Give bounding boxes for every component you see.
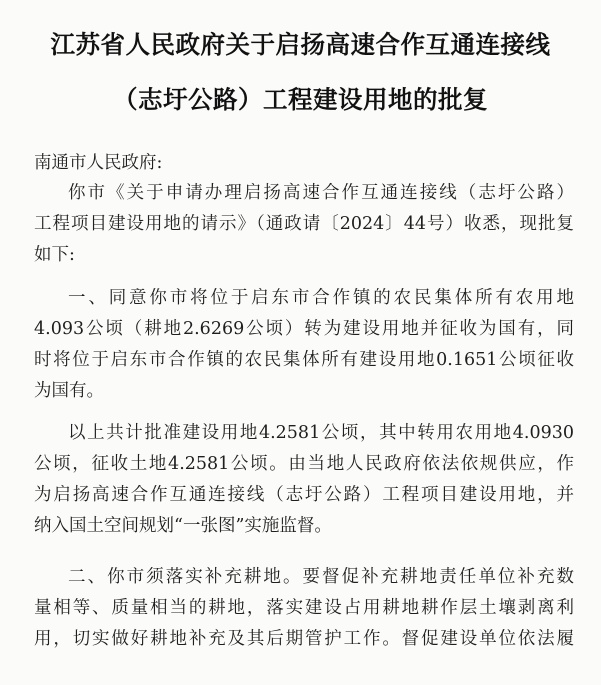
body-line: 工程项目建设用地的请示》（通政请〔2024〕44号）收悉，现批复 (34, 214, 574, 234)
document-title-line-2: （志圩公路）工程建设用地的批复 (113, 85, 488, 114)
document-title-line-1: 江苏省人民政府关于启扬高速合作互通连接线 (50, 30, 551, 59)
body-line: 4.093公顷（耕地2.6269公顷）转为建设用地并征收为国有，同 (34, 319, 574, 339)
body-line: 量相等、质量相当的耕地，落实建设占用耕地耕作层土壤剥离利 (34, 598, 574, 618)
addressee: 南通市人民政府: (34, 153, 163, 173)
body-line: 为国有。 (34, 381, 104, 401)
body-line: 用，切实做好耕地补充及其后期管护工作。督促建设单位依法履 (34, 629, 574, 649)
body-line: 公顷，征收土地4.2581公顷。由当地人民政府依法依规供应，作 (34, 454, 574, 474)
body-line: 一、同意你市将位于启东市合作镇的农民集体所有农用地 (68, 288, 574, 308)
body-line: 以上共计批准建设用地4.2581公顷，其中转用农用地4.0930 (68, 423, 574, 443)
body-line: 如下: (34, 245, 75, 265)
body-line: 二、你市须落实补充耕地。要督促补充耕地责任单位补充数 (68, 567, 574, 587)
body-line: 纳入国土空间规划“一张图”实施监督。 (34, 516, 332, 536)
body-line: 时将位于启东市合作镇的农民集体所有建设用地0.1651公顷征收 (34, 350, 574, 370)
body-line: 为启扬高速合作互通连接线（志圩公路）工程项目建设用地，并 (34, 485, 574, 505)
body-line: 你市《关于申请办理启扬高速合作互通连接线（志圩公路） (68, 183, 574, 203)
